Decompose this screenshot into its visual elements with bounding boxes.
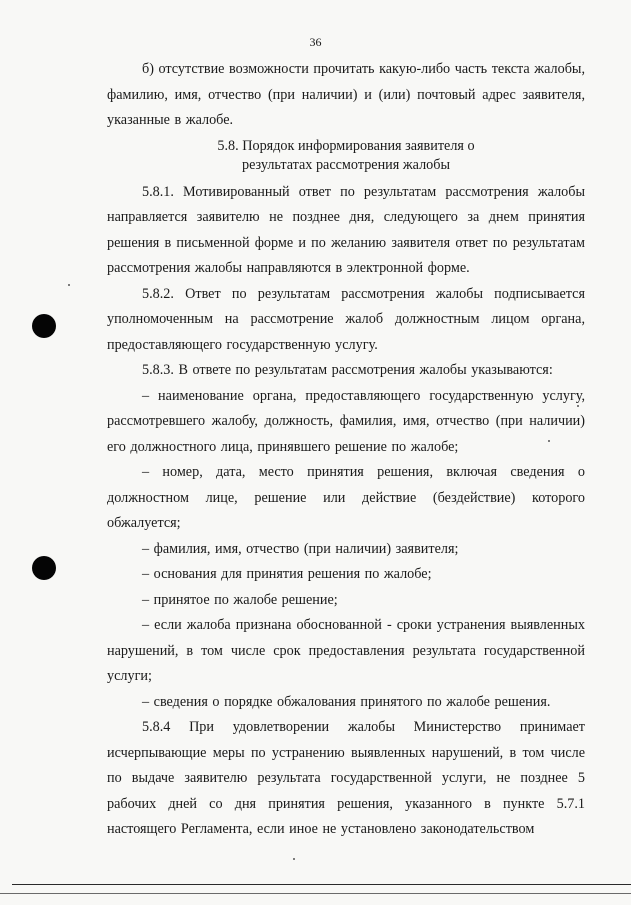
document-body bbox=[107, 57, 585, 843]
binder-hole-bottom bbox=[32, 556, 56, 580]
section-heading-line-1: 5.8. Порядок информирования заявителя о bbox=[217, 137, 475, 154]
list-item-organ-name: – наименование органа, предоставляющего государственную услугу, рассмотревшего жалобу, должность, фамилия, имя, отчество (при наличии) его должностного лица, принявшего решение по жалобе; bbox=[107, 387, 585, 455]
bottom-rule bbox=[12, 884, 631, 885]
paragraph-5-8-3: 5.8.3. В ответе по результатам рассмотрения жалобы указываются: bbox=[142, 362, 553, 378]
list-item-appeal-procedure: – сведения о порядке обжалования принятого по жалобе решения. bbox=[142, 693, 551, 710]
paragraph-5-8-1: 5.8.1. Мотивированный ответ по результатам рассмотрения жалобы направляется заявителю не позднее дня, следующего за днем принятия решения в письменной форме и по желанию заявителя ответ по результатам рассмотрения жалобы направляются в электронной форме. bbox=[107, 183, 585, 276]
list-item-decision: – принятое по жалобе решение; bbox=[142, 591, 338, 608]
list-item-deadlines: – если жалоба признана обоснованной - сроки устранения выявленных нарушений, в том числе срок предоставления результата государственной услуги; bbox=[107, 617, 585, 684]
bottom-edge-line bbox=[0, 893, 631, 894]
list-item-decision-details: – номер, дата, место принятия решения, включая сведения о должностном лице, решение или действие (бездействие) которого обжалуется; bbox=[107, 464, 585, 531]
section-heading bbox=[107, 137, 585, 175]
paragraph-5-8-2: 5.8.2. Ответ по результатам рассмотрения жалобы подписывается уполномоченным на рассмотрение жалоб должностным лицом органа, предоставляющего государственную услугу. bbox=[107, 285, 585, 353]
page-number: 36 bbox=[309, 35, 322, 49]
scan-speck bbox=[577, 405, 579, 407]
scan-speck bbox=[293, 858, 295, 860]
paragraph-b: б) отсутствие возможности прочитать какую-либо часть текста жалобы, фамилию, имя, отчество (при наличии) и (или) почтовый адрес заявителя, указанные в жалобе. bbox=[107, 61, 585, 128]
list-item-applicant-name: – фамилия, имя, отчество (при наличии) заявителя; bbox=[142, 540, 459, 557]
scan-speck bbox=[68, 284, 70, 286]
scan-speck bbox=[548, 440, 550, 442]
binder-hole-top bbox=[32, 314, 56, 338]
list-item-grounds: – основания для принятия решения по жалобе; bbox=[142, 566, 432, 582]
paragraph-5-8-4: 5.8.4 При удовлетворении жалобы Министерство принимает исчерпывающие меры по устранению выявленных нарушений, в том числе по выдаче заявителю результата государственной услуги, не позднее 5 рабочих дней со дня принятия решения, указанного в пункте 5.7.1 настоящего Регламента, если иное не установлено законодательством bbox=[107, 719, 585, 837]
section-heading-line-2: результатах рассмотрения жалобы bbox=[241, 156, 450, 173]
